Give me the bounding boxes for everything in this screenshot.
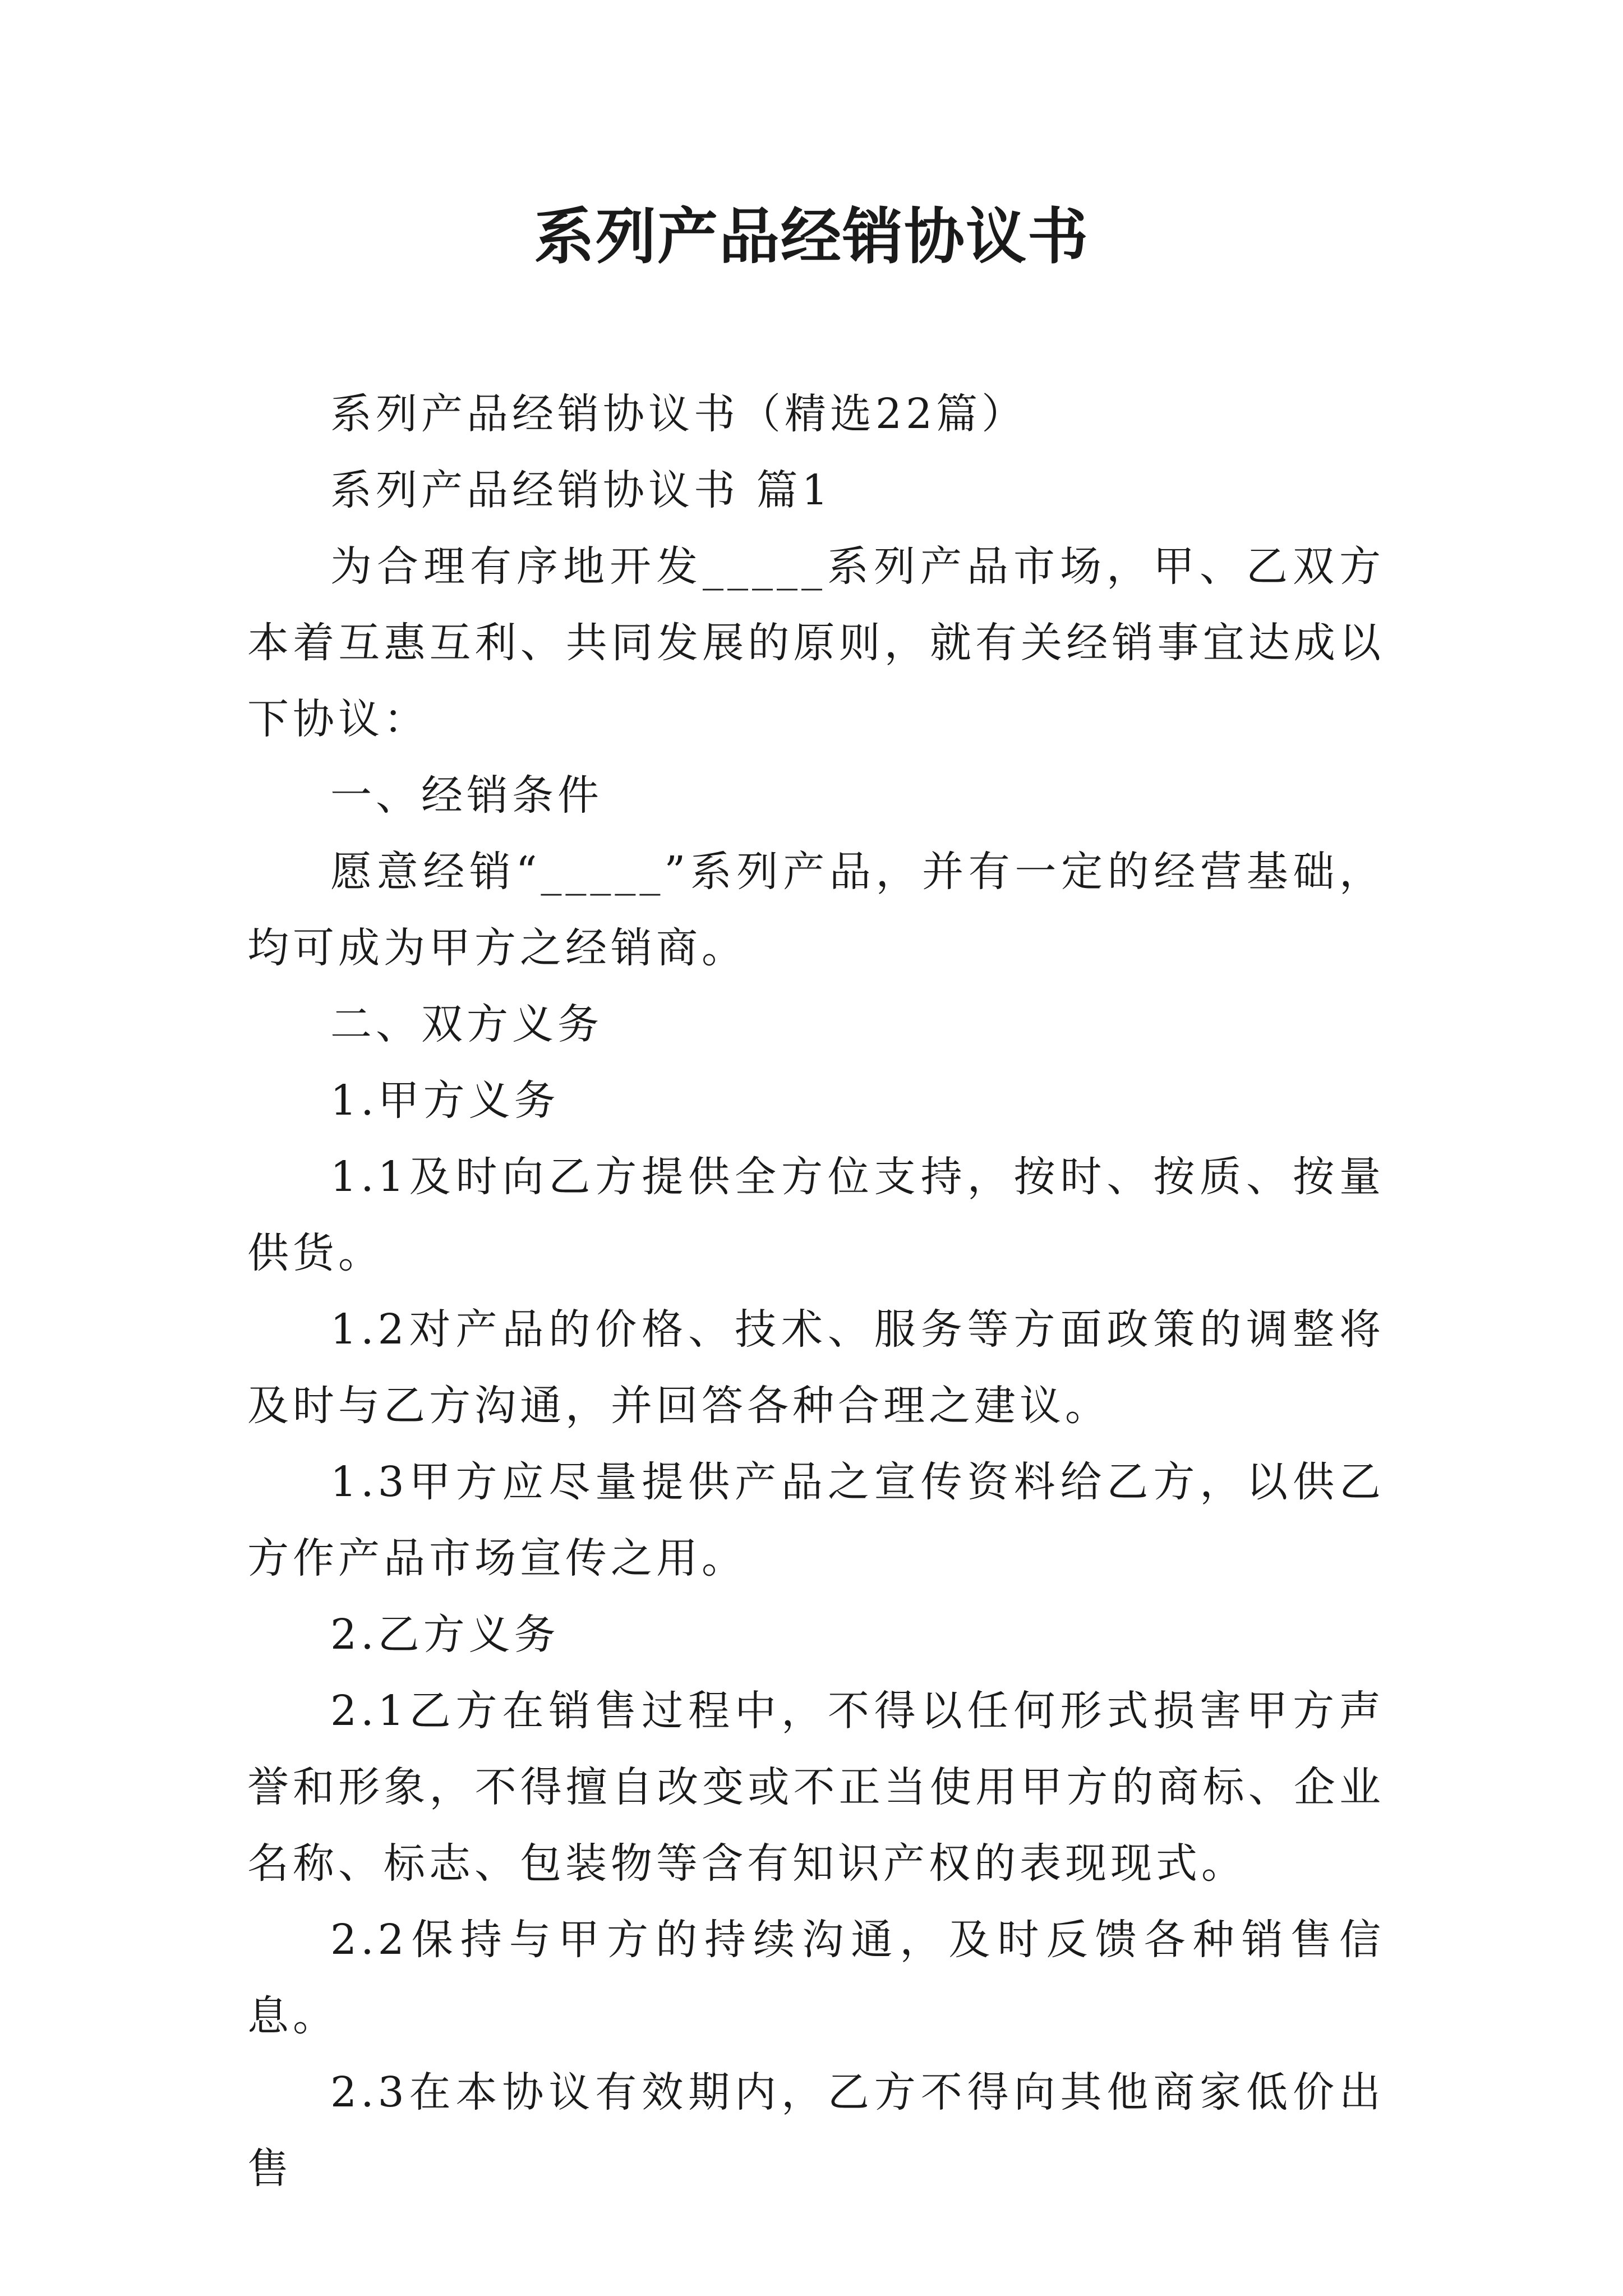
clause: 1.2对产品的价格、技术、服务等方面政策的调整将及时与乙方沟通，并回答各种合理之建议。	[247, 1305, 1385, 1430]
clause: 2.3在本协议有效期内，乙方不得向其他商家低价出售	[247, 2068, 1385, 2193]
subsection-heading: 2.乙方义务	[330, 1611, 560, 1659]
section-heading: 二、双方义务	[330, 1000, 603, 1048]
clause: 2.1乙方在销售过程中，不得以任何形式损害甲方声誉和形象，不得擅自改变或不正当使用甲方的商标、企业名称、标志、包装物等含有知识产权的表现现式。	[247, 1687, 1385, 1888]
paragraph: 愿意经销“_____”系列产品，并有一定的经营基础，均可成为甲方之经销商。	[247, 848, 1385, 972]
section-heading: 一、经销条件	[330, 771, 603, 820]
paragraph: 系列产品经销协议书（精选22篇）	[330, 390, 1027, 438]
document-title: 系列产品经销协议书	[533, 201, 1089, 272]
clause: 1.3甲方应尽量提供产品之宣传资料给乙方，以供乙方作产品市场宣传之用。	[247, 1458, 1385, 1582]
clause: 2.2保持与甲方的持续沟通，及时反馈各种销售信息。	[247, 1916, 1385, 2040]
paragraph: 系列产品经销协议书 篇1	[330, 466, 832, 514]
clause: 1.1及时向乙方提供全方位支持，按时、按质、按量供货。	[247, 1153, 1385, 1277]
paragraph: 为合理有序地开发_____系列产品市场，甲、乙双方本着互惠互利、共同发展的原则，就有关经销事宜达成以下协议：	[247, 542, 1385, 743]
subsection-heading: 1.甲方义务	[330, 1076, 560, 1125]
document-body	[247, 376, 1385, 2207]
